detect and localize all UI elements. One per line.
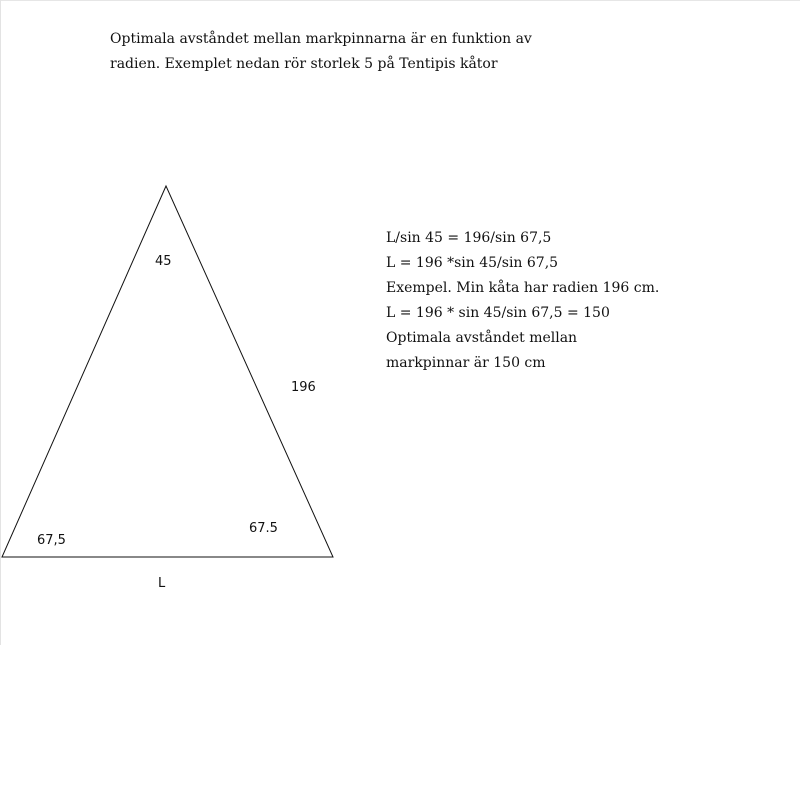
calc-line-2: L = 196 *sin 45/sin 67,5 [386,255,559,271]
intro-line-1: Optimala avståndet mellan markpinnarna är en funktion av [110,31,532,47]
base-length-label: L [158,576,166,591]
top-angle-label: 45 [155,254,172,269]
calc-line-3: Exempel. Min kåta har radien 196 cm. [386,280,660,296]
triangle-shape [2,186,333,557]
bottom-left-angle-label: 67,5 [37,533,66,548]
bottom-right-angle-label: 67.5 [249,521,278,536]
intro-line-2: radien. Exemplet nedan rör storlek 5 på Tentipis kåtor [110,56,498,72]
calc-line-4: L = 196 * sin 45/sin 67,5 = 150 [386,305,610,321]
calc-line-5: Optimala avståndet mellan [386,330,578,346]
calc-line-1: L/sin 45 = 196/sin 67,5 [386,230,552,246]
calc-line-6: markpinnar är 150 cm [386,355,546,371]
calculation-text [386,226,716,376]
side-length-label: 196 [291,380,316,395]
